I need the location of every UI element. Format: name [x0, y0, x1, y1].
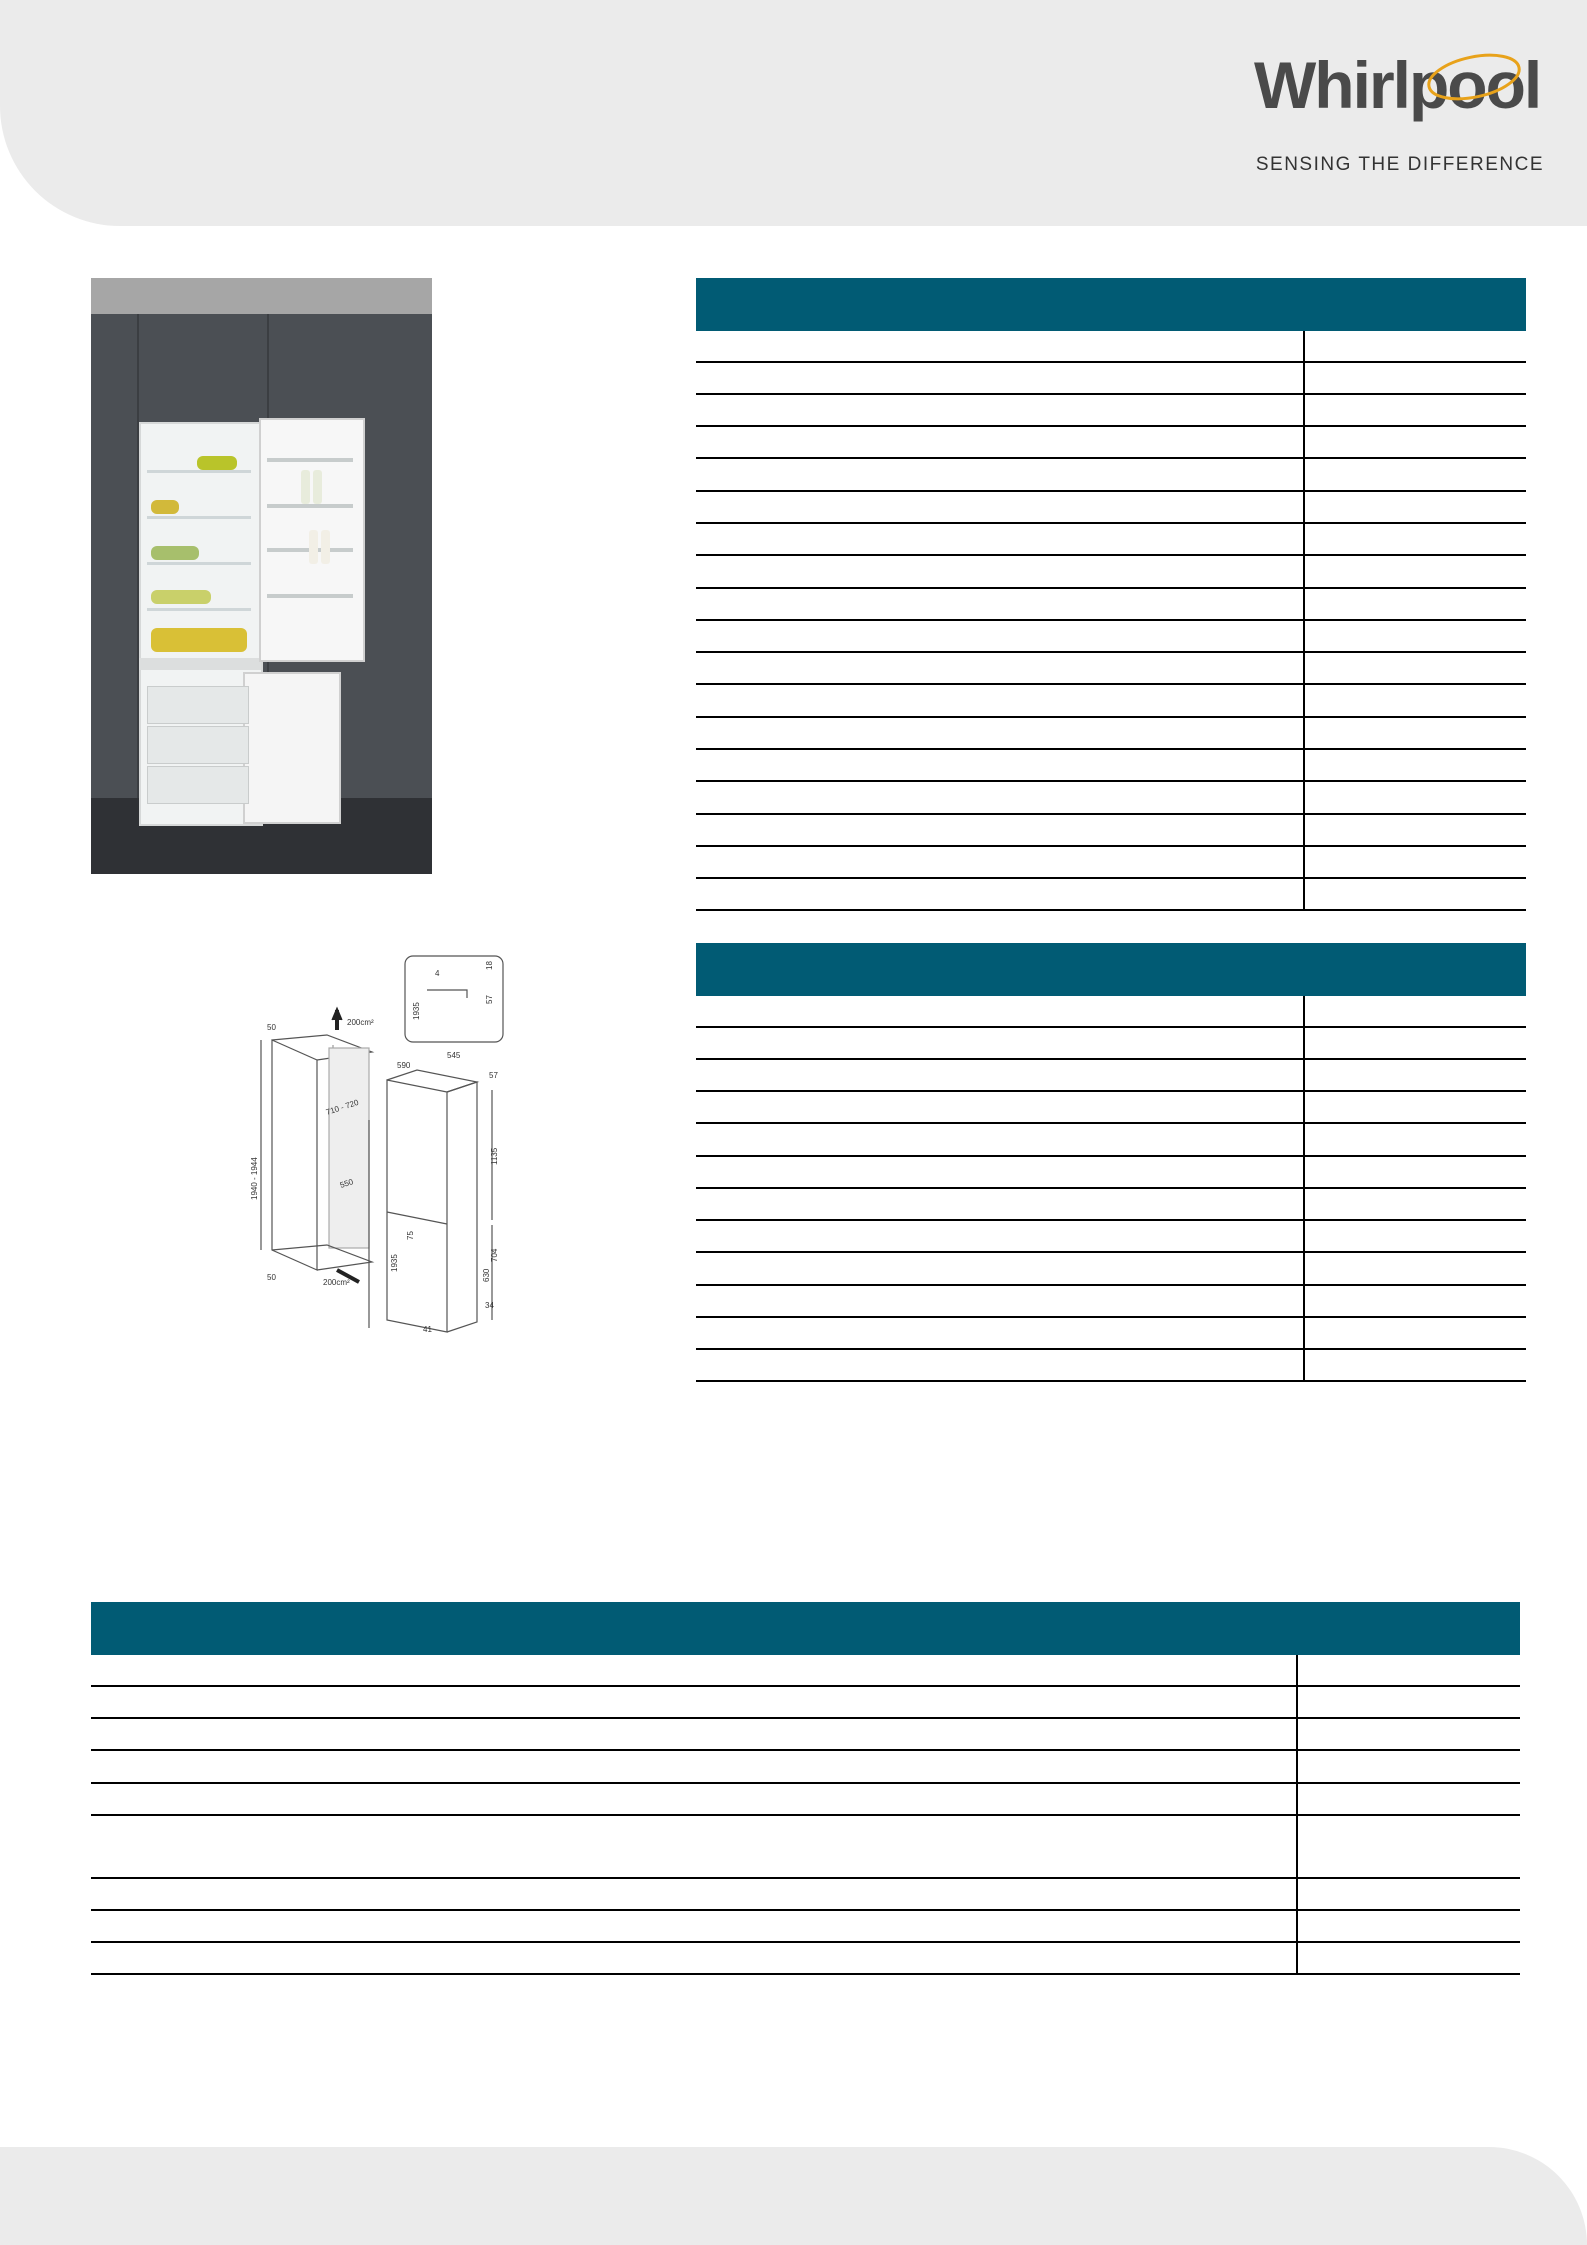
table-row-line	[696, 1380, 1526, 1382]
table-row-line	[696, 748, 1526, 750]
table-row-line	[696, 587, 1526, 589]
table-row-line	[91, 1782, 1520, 1784]
diagram-label: 630	[482, 1268, 491, 1282]
bottle	[313, 470, 322, 504]
table-row-line	[696, 1122, 1526, 1124]
diagram-label: 550	[338, 1177, 355, 1190]
table-row-line	[91, 1941, 1520, 1943]
table-row-line	[696, 554, 1526, 556]
diagram-label: 200cm²	[323, 1278, 350, 1287]
table-row-line	[696, 1316, 1526, 1318]
table-row-line	[696, 716, 1526, 718]
table-row-line	[696, 1058, 1526, 1060]
table-row-line	[696, 1026, 1526, 1028]
spec-table-1-divider	[1303, 331, 1305, 911]
table-row-line	[91, 1877, 1520, 1879]
diagram-label: 1940 - 1944	[250, 1157, 259, 1200]
product-photo	[91, 278, 432, 874]
brand-logo	[1254, 46, 1544, 175]
table-row-line	[696, 425, 1526, 427]
logo-wordmark: Whirlpool	[1254, 48, 1541, 122]
table-row-line	[696, 361, 1526, 363]
food-item	[151, 500, 179, 514]
table-row-line	[91, 1717, 1520, 1719]
fridge-shelf	[147, 608, 251, 611]
spec-table-2-header	[696, 943, 1526, 996]
diagram-label: 57	[489, 1071, 498, 1080]
table-row-line	[696, 683, 1526, 685]
diagram-label: 704	[490, 1248, 499, 1262]
diagram-label: 590	[397, 1061, 411, 1070]
logo-ring-icon	[1424, 50, 1524, 104]
fridge-shelf	[147, 470, 251, 473]
food-item	[151, 546, 199, 560]
table-row-line	[696, 1187, 1526, 1189]
table-row-line	[696, 1090, 1526, 1092]
door-shelf	[267, 594, 353, 598]
table-row-line	[696, 1155, 1526, 1157]
freezer-drawer	[147, 686, 249, 724]
diagram-label: 18	[485, 961, 494, 970]
footer-band	[0, 2147, 1587, 2245]
table-row-line	[91, 1814, 1520, 1816]
bottle	[301, 470, 310, 504]
crisper-produce	[151, 628, 247, 652]
table-row-line	[91, 1749, 1520, 1751]
freezer-door-open	[243, 672, 341, 824]
table-row-line	[696, 780, 1526, 782]
diagram-label: 1935	[390, 1254, 399, 1272]
diagram-label: 75	[406, 1231, 415, 1240]
spec-table-2-divider	[1303, 996, 1305, 1382]
table-row-line	[696, 393, 1526, 395]
diagram-label: 545	[447, 1051, 461, 1060]
food-item	[151, 590, 211, 604]
table-row-line	[696, 1348, 1526, 1350]
fridge-shelf	[147, 562, 251, 565]
table-row-line	[696, 1219, 1526, 1221]
table-row-line	[696, 813, 1526, 815]
table-row-line	[696, 845, 1526, 847]
diagram-label: 50	[267, 1023, 276, 1032]
table-row-line	[696, 1251, 1526, 1253]
table-row-line	[696, 457, 1526, 459]
table-row-line	[91, 1909, 1520, 1911]
bottle	[309, 530, 318, 564]
table-row-line	[696, 909, 1526, 911]
spec-table-1-header	[696, 278, 1526, 331]
table-row-line	[696, 877, 1526, 879]
photo-ceiling	[91, 278, 432, 314]
freezer-drawer	[147, 726, 249, 764]
door-shelf	[267, 504, 353, 508]
table-row-line	[696, 522, 1526, 524]
door-shelf	[267, 458, 353, 462]
diagram-label: 41	[423, 1325, 432, 1334]
diagram-label: 1935	[412, 1002, 421, 1020]
diagram-label: 34	[485, 1301, 494, 1310]
diagram-label: 710 - 720	[324, 1097, 360, 1117]
freezer-drawer	[147, 766, 249, 804]
table-row-line	[91, 1685, 1520, 1687]
table-row-line	[696, 651, 1526, 653]
fridge-divider	[139, 658, 261, 670]
table-row-line	[696, 490, 1526, 492]
installation-diagram	[97, 940, 547, 1356]
diagram-label: 200cm²	[347, 1018, 374, 1027]
diagram-label: 57	[485, 995, 494, 1004]
fruit-bowl	[197, 456, 237, 470]
table-row-line	[696, 619, 1526, 621]
diagram-label: 1135	[490, 1147, 499, 1165]
spec-table-3-header	[91, 1602, 1520, 1655]
diagram-label: 50	[267, 1273, 276, 1282]
bottle	[321, 530, 330, 564]
fridge-shelf	[147, 516, 251, 519]
diagram-label: 4	[435, 969, 440, 978]
table-row-line	[696, 1284, 1526, 1286]
logo-tagline: SENSING THE DIFFERENCE	[1255, 154, 1544, 175]
table-row-line	[91, 1973, 1520, 1975]
